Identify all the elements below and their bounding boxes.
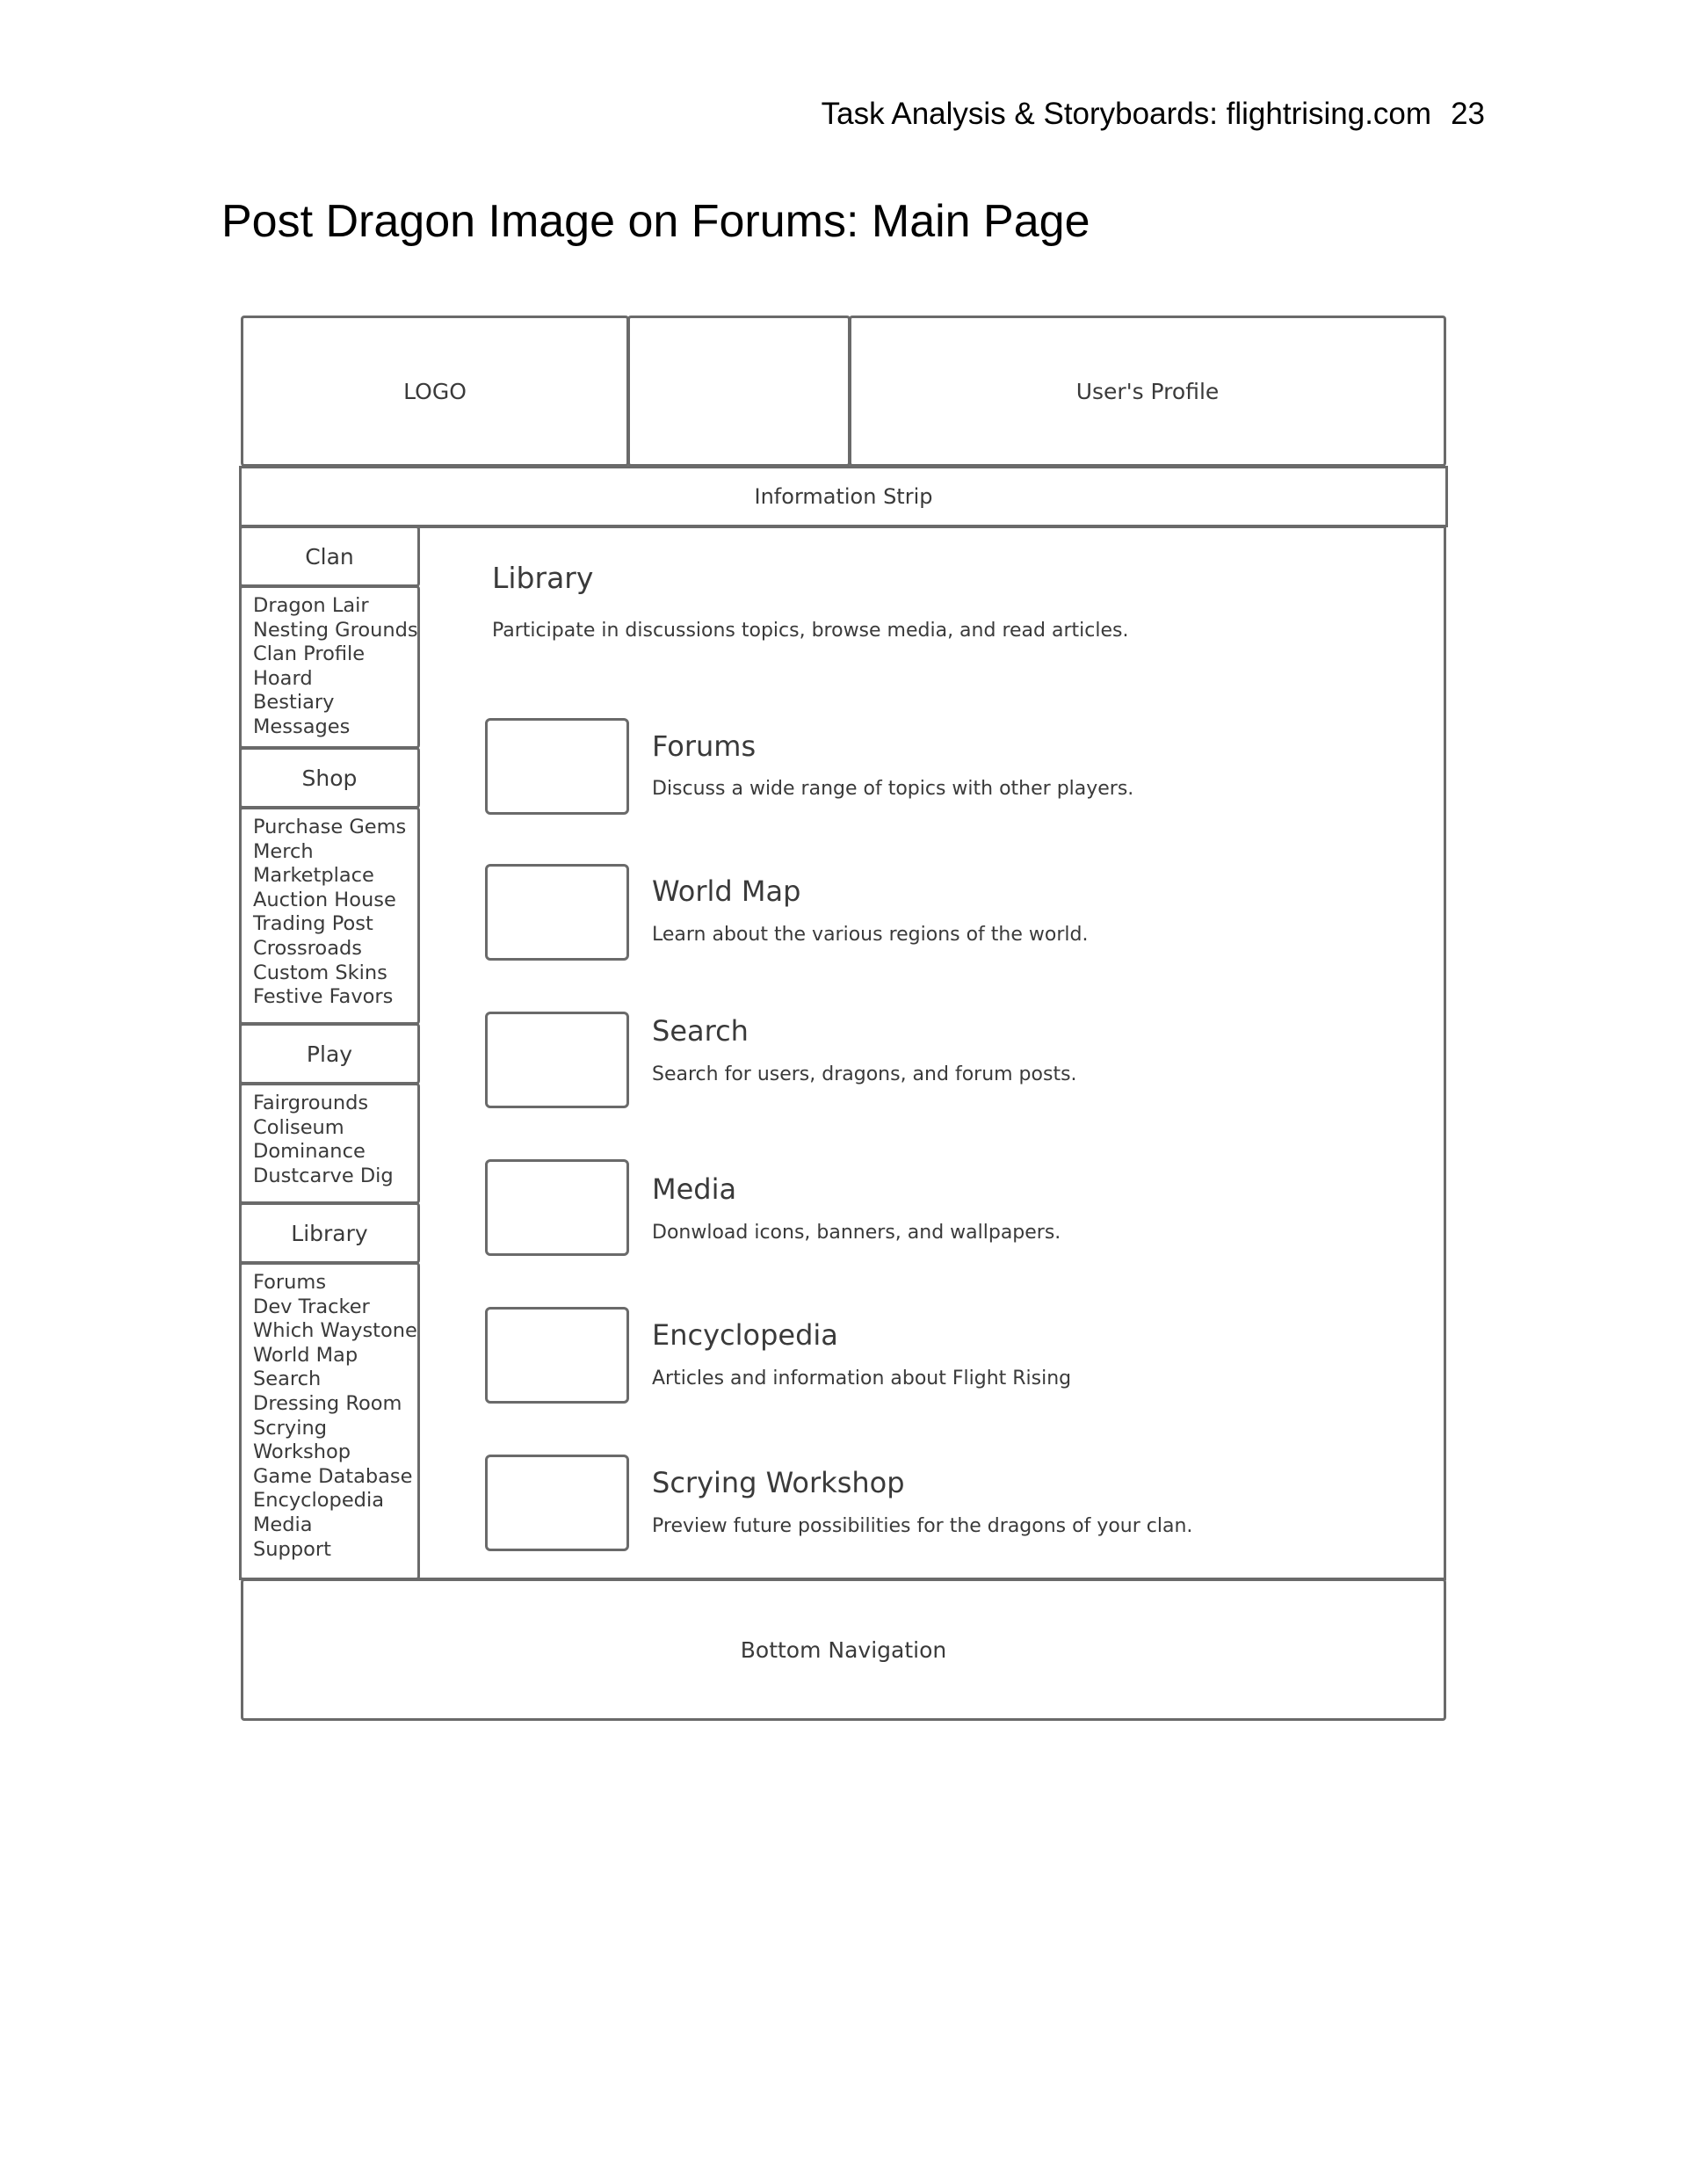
sidebar-heading-label: Play (306, 1041, 353, 1067)
sidebar-item[interactable]: Festive Favors (253, 985, 394, 1009)
sidebar-item[interactable]: Fairgrounds (253, 1092, 369, 1114)
sidebar-item[interactable]: Scrying (253, 1416, 328, 1440)
sidebar-item[interactable]: Marketplace (253, 864, 374, 888)
sidebar-heading-label: Clan (305, 543, 354, 570)
card-description: Donwload icons, banners, and wallpapers. (652, 1222, 1061, 1244)
card-description: Discuss a wide range of topics with other players. (652, 778, 1134, 800)
profile-label: User's Profile (1075, 378, 1220, 404)
sidebar-item[interactable]: Clan Profile (253, 642, 366, 666)
main-heading: Library (492, 561, 594, 595)
sidebar-item[interactable]: Support (253, 1537, 331, 1561)
card-title-search[interactable]: Search (652, 1014, 749, 1048)
info-strip-label: Information Strip (754, 484, 933, 509)
main-description: Participate in discussions topics, browse media, and read articles. (492, 620, 1129, 642)
card-title-world-map[interactable]: World Map (652, 874, 801, 908)
sidebar-item[interactable]: Auction House (253, 888, 396, 911)
sidebar-item[interactable]: Encyclopedia (253, 1489, 384, 1513)
card-title-scrying-workshop[interactable]: Scrying Workshop (652, 1466, 905, 1499)
sidebar-item[interactable]: Workshop (253, 1440, 351, 1464)
sidebar-item[interactable]: Purchase Gems (253, 816, 407, 838)
main-content-area (239, 526, 1446, 1580)
sidebar-item[interactable]: Hoard (253, 666, 313, 690)
sidebar-item[interactable]: Bestiary (253, 691, 335, 715)
card-description: Learn about the various regions of the world. (652, 924, 1089, 946)
sidebar-list-play (239, 1083, 420, 1204)
sidebar-item[interactable]: Media (253, 1513, 313, 1536)
sidebar-item[interactable]: Dominance (253, 1140, 366, 1164)
card-image-placeholder[interactable] (485, 1307, 629, 1404)
running-title: Task Analysis & Storyboards: flightrising.com (821, 97, 1432, 131)
sidebar-heading-clan[interactable] (239, 526, 420, 587)
sidebar-item[interactable]: Nesting Grounds (253, 618, 418, 642)
sidebar-item[interactable]: Coliseum (253, 1115, 344, 1139)
sidebar-item[interactable]: Search (253, 1368, 322, 1391)
logo-label: LOGO (403, 378, 467, 404)
information-strip (239, 466, 1448, 527)
card-description: Preview future possibilities for the dragons of your clan. (652, 1515, 1193, 1537)
sidebar-item[interactable]: Game Database (253, 1464, 413, 1488)
running-header (822, 97, 1485, 132)
sidebar-list-library (239, 1262, 420, 1580)
logo-box[interactable] (241, 316, 629, 467)
sidebar-heading-label: Shop (301, 765, 358, 791)
sidebar-item[interactable]: World Map (253, 1343, 358, 1367)
header-spacer-box (627, 316, 851, 467)
sidebar-item[interactable]: Custom Skins (253, 961, 387, 984)
bottom-navigation[interactable] (241, 1578, 1446, 1721)
bottom-nav-label: Bottom Navigation (740, 1636, 947, 1663)
card-title-media[interactable]: Media (652, 1172, 737, 1206)
sidebar-item[interactable]: Which Waystone (253, 1319, 417, 1343)
page-number: 23 (1451, 97, 1485, 131)
sidebar-item[interactable]: Forums (253, 1271, 327, 1294)
card-image-placeholder[interactable] (485, 864, 629, 961)
sidebar-item[interactable]: Crossroads (253, 936, 362, 960)
card-description: Search for users, dragons, and forum posts. (652, 1063, 1077, 1085)
sidebar-heading-shop[interactable] (239, 747, 420, 809)
card-image-placeholder[interactable] (485, 1455, 629, 1551)
sidebar-heading-label: Library (291, 1220, 368, 1246)
sidebar-item[interactable]: Dragon Lair (253, 594, 369, 617)
sidebar-list-shop (239, 807, 420, 1025)
card-image-placeholder[interactable] (485, 1159, 629, 1256)
sidebar-heading-library[interactable] (239, 1202, 420, 1264)
sidebar-item[interactable]: Dev Tracker (253, 1295, 370, 1318)
sidebar-list-clan (239, 585, 420, 749)
card-description: Articles and information about Flight Rising (652, 1368, 1072, 1389)
user-profile-box[interactable] (849, 316, 1446, 467)
card-image-placeholder[interactable] (485, 718, 629, 815)
sidebar-item[interactable]: Trading Post (253, 912, 373, 936)
sidebar-item[interactable]: Merch (253, 839, 314, 863)
sidebar-item[interactable]: Dustcarve Dig (253, 1164, 394, 1187)
sidebar-item[interactable]: Messages (253, 715, 351, 738)
card-title-encyclopedia[interactable]: Encyclopedia (652, 1318, 838, 1352)
sidebar-item[interactable]: Dressing Room (253, 1391, 402, 1415)
card-image-placeholder[interactable] (485, 1012, 629, 1108)
sidebar-heading-play[interactable] (239, 1023, 420, 1085)
card-title-forums[interactable]: Forums (652, 729, 757, 763)
page-title: Post Dragon Image on Forums: Main Page (221, 196, 1090, 247)
